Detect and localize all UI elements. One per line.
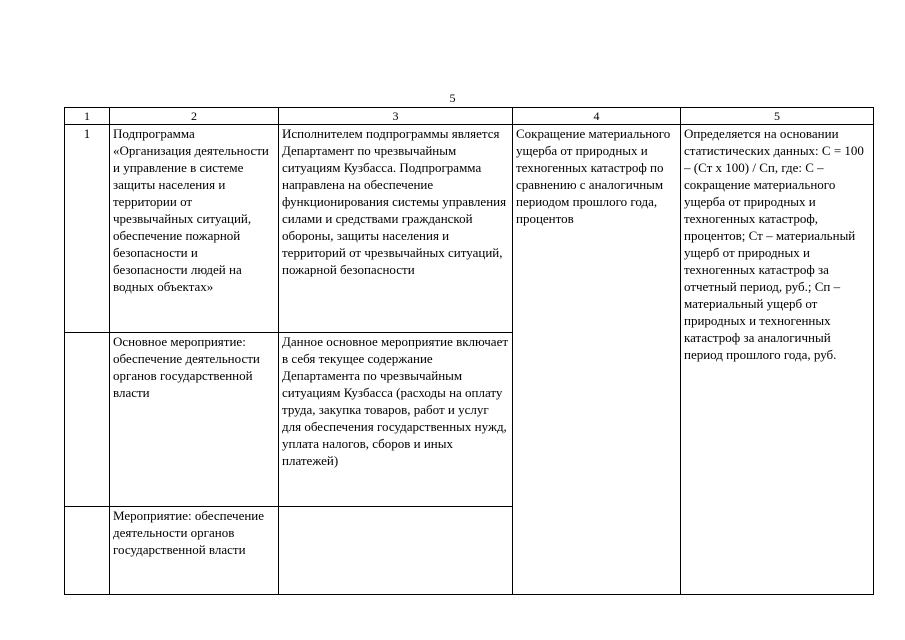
indicator-name: Сокращение материального ущерба от природных и техногенных катастроф по сравнению с аналогичным периодом прошлого года, процентов: [513, 125, 681, 595]
header-cell-3: 3: [279, 108, 513, 125]
indicators-table: [64, 107, 874, 595]
activity-description: [279, 507, 513, 595]
page-number: 5: [449, 91, 456, 105]
header-cell-2: 2: [110, 108, 279, 125]
main-activity-description: Данное основное мероприятие включает в себя текущее содержание Департамента по чрезвычайным ситуациям Кузбасса (расходы на оплату труда, закупка товаров, работ и услуг для обеспечения государственных нужд, уплата налогов, сборов и иных платежей): [279, 333, 513, 507]
row-number: [65, 507, 110, 595]
header-cell-4: 4: [513, 108, 681, 125]
subprogram-name: Подпрограмма «Организация деятельности и управление в системе защиты населения и территории от чрезвычайных ситуаций, обеспечение пожарной безопасности и безопасности людей на водных объектах»: [110, 125, 279, 333]
subprogram-description: Исполнителем подпрограммы является Департамент по чрезвычайным ситуациям Кузбасса. Подпрограмма направлена на обеспечение функционирования системы управления силами и средствами гражданской обороны, защиты населения и территорий от чрезвычайных ситуаций, пожарной безопасности: [279, 125, 513, 333]
main-activity-name: Основное мероприятие: обеспечение деятельности органов государственной власти: [110, 333, 279, 507]
header-cell-5: 5: [681, 108, 874, 125]
header-cell-1: 1: [65, 108, 110, 125]
row-number: 1: [65, 125, 110, 333]
table-header-row: [65, 108, 874, 125]
activity-name: Мероприятие: обеспечение деятельности органов государственной власти: [110, 507, 279, 595]
calculation-method: Определяется на основании статистических данных: С = 100 – (Ст х 100) / Сп, где: С – сокращение материального ущерба от природных и техногенных катастроф, процентов; Ст – материальный ущерб от природных и техногенных катастроф за отчетный период, руб.; Сп – материальный ущерб от природных и техногенных катастроф за аналогичный период прошлого года, руб.: [681, 125, 874, 595]
table-row: [65, 125, 874, 333]
row-number: [65, 333, 110, 507]
